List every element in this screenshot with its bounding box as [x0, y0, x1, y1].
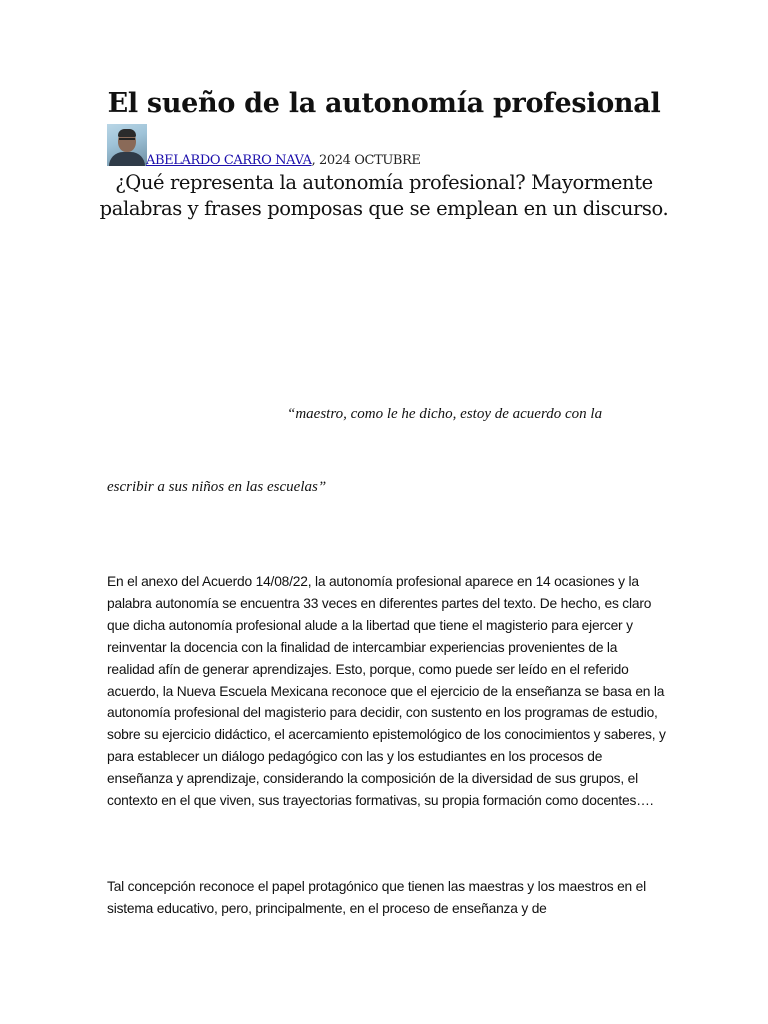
- byline: [146, 153, 421, 168]
- quote-line-1: “maestro, como le he dicho, estoy de acuerdo con la: [287, 406, 603, 422]
- body-paragraph-1: En el anexo del Acuerdo 14/08/22, la autonomía profesional aparece en 14 ocasiones y la palabra autonomía se encuentra 33 veces en diferentes partes del texto. De hecho, es claro que dicha autonomía profesional alude a la libertad que tiene el magisterio para ejercer y reinventar la docencia con la finalidad de intercambiar experiencias provenientes de la realidad afín de generar aprendizajes. Esto, porque, como puede ser leído en el referido acuerdo, la Nueva Escuela Mexicana reconoce que el ejercicio de la enseñanza se basa en la autonomía profesional del magisterio para decidir, con sustento en los programas de estudio, sobre su ejercicio didáctico, el acercamiento epistemológico de los conocimientos y saberes, y para establecer un diálogo pedagógico con las y los estudiantes en los procesos de enseñanza y aprendizaje, considerando la composición de la diversidad de sus grupos, el contexto en el que viven, sus trayectorias formativas, su propia formación como docentes….: [107, 574, 666, 809]
- author-byline-row: [107, 124, 667, 168]
- article-title: El sueño de la autonomía profesional: [107, 88, 661, 119]
- quote-line-2: escribir a sus niños en las escuelas”: [107, 479, 327, 495]
- author-photo-icon: [107, 124, 147, 166]
- publish-date: , 2024 OCTUBRE: [311, 153, 421, 168]
- author-link[interactable]: ABELARDO CARRO NAVA: [146, 153, 312, 168]
- article-subtitle: ¿Qué representa la autonomía profesional? Mayormente palabras y frases pomposas que se emplean en un discurso.: [99, 171, 669, 220]
- body-paragraph-2: Tal concepción reconoce el papel protagónico que tienen las maestras y los maestros en el sistema educativo, pero, principalmente, en el proceso de enseñanza y de: [107, 879, 646, 916]
